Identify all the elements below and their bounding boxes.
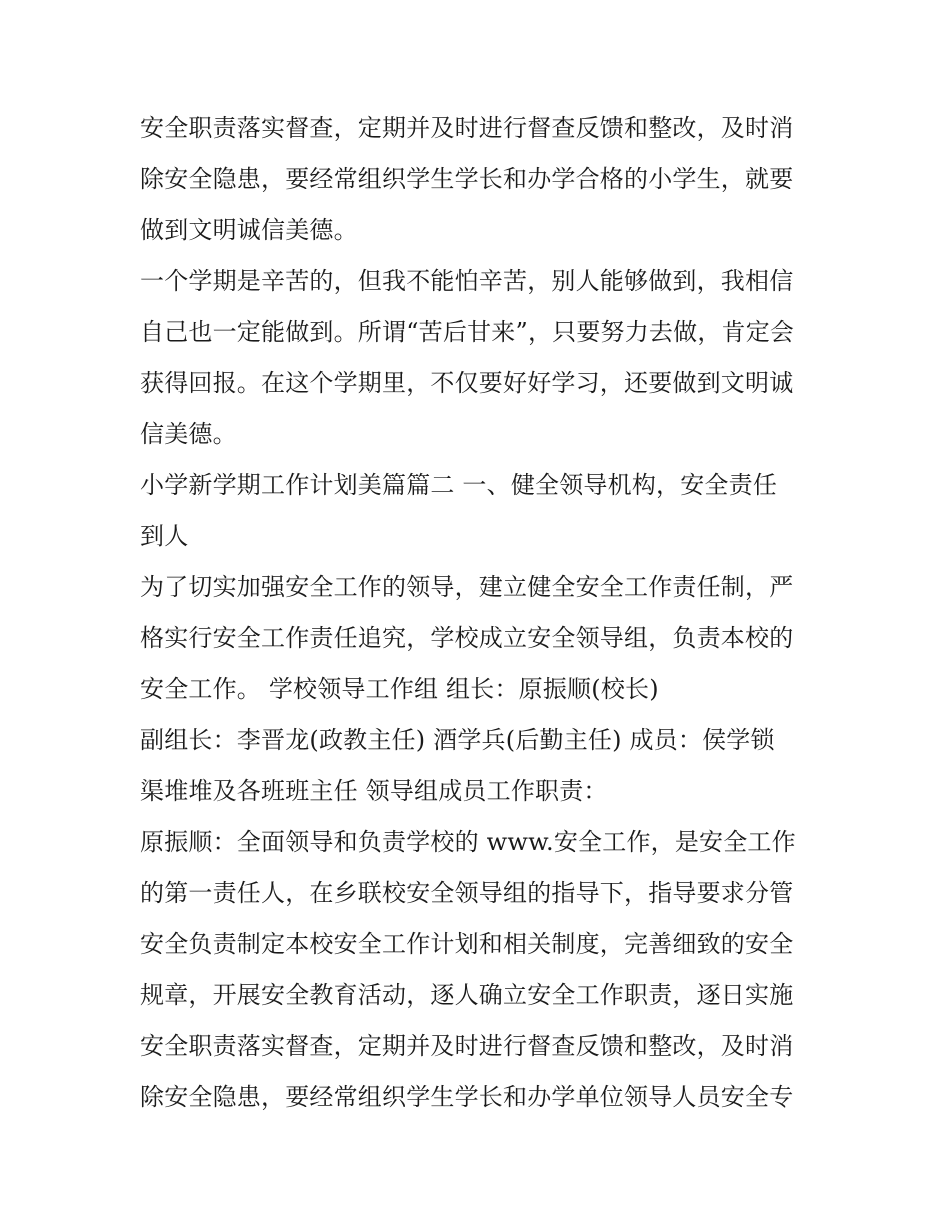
text-line: 获得回报。在这个学期里，不仅要好好学习，还要做到文明诚 — [140, 369, 794, 397]
text-line: 一个学期是辛苦的，但我不能怕辛苦，别人能够做到，我相信 — [140, 267, 794, 295]
text-line: 安全职责落实督查，定期并及时进行督查反馈和整改，及时消 — [140, 1032, 794, 1060]
text-line: 渠堆堆及各班班主任 领导组成员工作职责： — [140, 777, 608, 805]
text-line: 自己也一定能做到。所谓“苦后甘来”，只要努力去做，肯定会 — [140, 318, 795, 346]
text-line: 原振顺：全面领导和负责学校的 www.安全工作，是安全工作 — [140, 828, 796, 856]
text-line: 的第一责任人，在乡联校安全领导组的指导下，指导要求分管 — [140, 879, 794, 907]
text-line: 除安全隐患，要经常组织学生学长和办学单位领导人员安全专 — [140, 1083, 794, 1111]
text-line: 格实行安全工作责任追究，学校成立安全领导组，负责本校的 — [140, 624, 794, 652]
text-line: 为了切实加强安全工作的领导，建立健全安全工作责任制，严 — [140, 573, 794, 601]
text-line: 信美德。 — [140, 420, 237, 448]
text-line: 安全负责制定本校安全工作计划和相关制度，完善细致的安全 — [140, 930, 794, 958]
body-text — [140, 103, 820, 1123]
text-line: 做到文明诚信美德。 — [140, 216, 358, 244]
text-line: 除安全隐患，要经常组织学生学长和办学合格的小学生，就要 — [140, 165, 794, 193]
text-line: 小学新学期工作计划美篇篇二 一、健全领导机构，安全责任 — [140, 471, 778, 499]
text-line: 副组长：李晋龙(政教主任) 酒学兵(后勤主任) 成员：侯学锁 — [140, 726, 775, 754]
text-line: 规章，开展安全教育活动，逐人确立安全工作职责，逐日实施 — [140, 981, 794, 1009]
text-line: 安全职责落实督查，定期并及时进行督查反馈和整改，及时消 — [140, 114, 794, 142]
text-line: 到人 — [140, 522, 189, 550]
text-line: 安全工作。 学校领导工作组 组长：原振顺(校长) — [140, 675, 659, 703]
